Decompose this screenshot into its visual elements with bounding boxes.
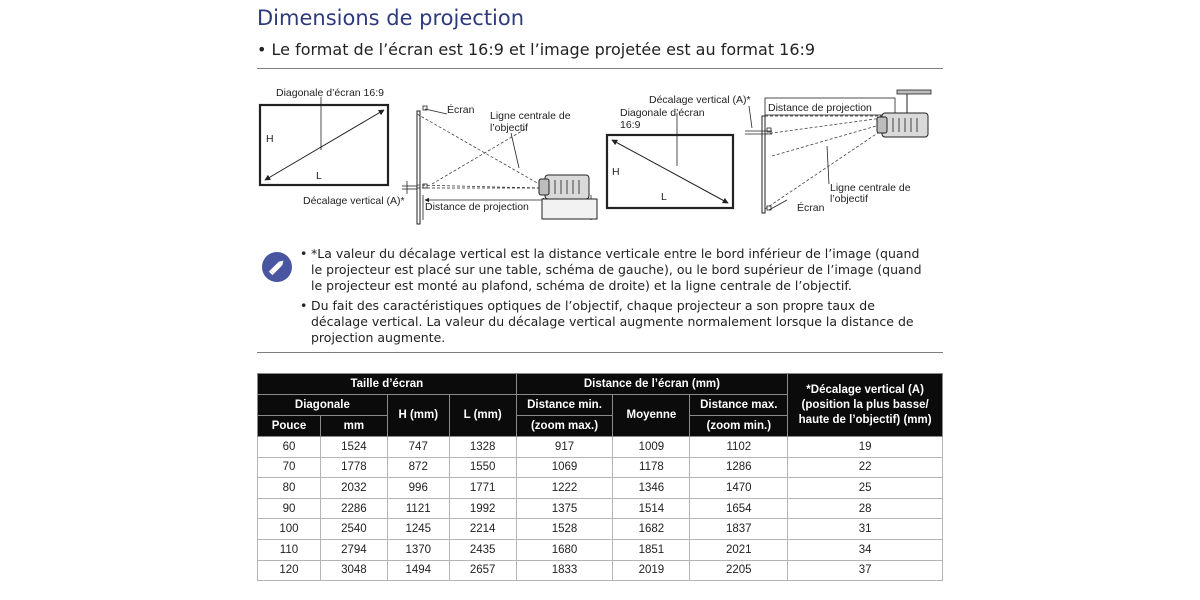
- cell-h: 1121: [387, 498, 449, 519]
- cell-l: 2214: [449, 519, 516, 540]
- cell-mm: 1778: [320, 457, 387, 478]
- cell-dist-min: 1069: [516, 457, 613, 478]
- cell-mm: 2032: [320, 478, 387, 499]
- cell-dist-min: 1375: [516, 498, 613, 519]
- projector-table-icon: [539, 175, 597, 219]
- left-ecran-label: Écran: [447, 104, 475, 116]
- cell-dist-max: 1470: [690, 478, 788, 499]
- divider-notes: [257, 352, 943, 353]
- cell-mm: 3048: [320, 560, 387, 581]
- note-text: *La valeur du décalage vertical est la distance verticale entre le bord inférieur de l’image (quand le projecteur est placé sur une table, schéma de gauche), ou le bord supérieur de l’image (quand le projecteur est monté au plafond, schéma de droite) et la ligne centrale de l’objectif.: [311, 246, 922, 293]
- right-ligne-label-2: l’objectif: [830, 193, 868, 205]
- table-row: [258, 519, 943, 540]
- table-row: [258, 498, 943, 519]
- cell-dist-max: 1102: [690, 437, 788, 458]
- header-decalage: *Décalage vertical (A) (position la plus basse/ haute de l’objectif) (mm): [788, 374, 943, 437]
- header-mm: mm: [320, 416, 387, 437]
- cell-h: 996: [387, 478, 449, 499]
- cell-moyenne: 1514: [613, 498, 690, 519]
- header-h: H (mm): [387, 395, 449, 437]
- cell-l: 1550: [449, 457, 516, 478]
- cell-pouce: 80: [258, 478, 321, 499]
- cell-dist-min: 917: [516, 437, 613, 458]
- divider-top: [257, 68, 943, 69]
- right-ligne-label-1: Ligne centrale de: [830, 182, 911, 194]
- left-diag-label: Diagonale d’écran 16:9: [276, 87, 384, 99]
- cell-mm: 2794: [320, 539, 387, 560]
- cell-decalage: 22: [788, 457, 943, 478]
- notes-block: [300, 246, 930, 350]
- cell-moyenne: 1178: [613, 457, 690, 478]
- left-h-label: H: [266, 133, 274, 145]
- cell-dist-max: 2021: [690, 539, 788, 560]
- cell-decalage: 19: [788, 437, 943, 458]
- cell-pouce: 90: [258, 498, 321, 519]
- left-ligne-label-2: l’objectif: [490, 122, 528, 134]
- header-moyenne: Moyenne: [613, 395, 690, 437]
- header-zoom-min: (zoom min.): [690, 416, 788, 437]
- header-distance: Distance de l’écran (mm): [516, 374, 788, 395]
- cell-dist-max: 1286: [690, 457, 788, 478]
- projection-dimensions-table: [257, 373, 943, 581]
- cell-decalage: 25: [788, 478, 943, 499]
- left-ligne-label-1: Ligne centrale de: [490, 110, 571, 122]
- cell-decalage: 28: [788, 498, 943, 519]
- note-text: Du fait des caractéristiques optiques de l’objectif, chaque projecteur a son propre taux de décalage vertical. La valeur du décalage vertical augmente normalement lorsque la distance de projection augmente.: [311, 298, 914, 345]
- cell-pouce: 120: [258, 560, 321, 581]
- cell-dist-min: 1222: [516, 478, 613, 499]
- right-decalage-label: Décalage vertical (A)*: [649, 94, 751, 106]
- header-dist-min: Distance min.: [516, 395, 613, 416]
- projection-diagrams: [257, 76, 943, 231]
- note-bullet: •: [300, 246, 308, 261]
- cell-pouce: 100: [258, 519, 321, 540]
- cell-h: 1245: [387, 519, 449, 540]
- cell-l: 2435: [449, 539, 516, 560]
- cell-h: 872: [387, 457, 449, 478]
- cell-moyenne: 1346: [613, 478, 690, 499]
- table-row: [258, 457, 943, 478]
- cell-pouce: 60: [258, 437, 321, 458]
- cell-l: 2657: [449, 560, 516, 581]
- page-title: Dimensions de projection: [257, 6, 525, 30]
- cell-moyenne: 1851: [613, 539, 690, 560]
- cell-h: 747: [387, 437, 449, 458]
- cell-l: 1328: [449, 437, 516, 458]
- header-diagonale: Diagonale: [258, 395, 388, 416]
- cell-pouce: 110: [258, 539, 321, 560]
- note-item: [300, 298, 930, 346]
- diagram-ceiling-mount: [607, 90, 931, 214]
- cell-h: 1494: [387, 560, 449, 581]
- right-l-label: L: [661, 191, 667, 203]
- right-diag-label-1: Diagonale d’écran: [620, 107, 705, 119]
- left-decalage-label: Décalage vertical (A)*: [303, 195, 405, 207]
- screen-side-left: [417, 111, 420, 224]
- cell-h: 1370: [387, 539, 449, 560]
- screen-side-right: [762, 116, 765, 213]
- cell-dist-max: 2205: [690, 560, 788, 581]
- cell-dist-max: 1654: [690, 498, 788, 519]
- table-row: [258, 437, 943, 458]
- format-subtitle: • Le format de l’écran est 16:9 et l’image projetée est au format 16:9: [257, 40, 816, 59]
- table-row: [258, 539, 943, 560]
- right-ecran-label: Écran: [797, 202, 825, 214]
- cell-dist-min: 1680: [516, 539, 613, 560]
- header-pouce: Pouce: [258, 416, 321, 437]
- header-dist-max: Distance max.: [690, 395, 788, 416]
- header-l: L (mm): [449, 395, 516, 437]
- header-zoom-max: (zoom max.): [516, 416, 613, 437]
- cell-decalage: 37: [788, 560, 943, 581]
- pencil-note-icon: [262, 252, 292, 282]
- cell-moyenne: 2019: [613, 560, 690, 581]
- cell-dist-max: 1837: [690, 519, 788, 540]
- cell-dist-min: 1833: [516, 560, 613, 581]
- cell-mm: 1524: [320, 437, 387, 458]
- left-l-label: L: [316, 170, 322, 182]
- right-diag-label-2: 16:9: [620, 119, 641, 131]
- right-h-label: H: [612, 166, 620, 178]
- cell-l: 1992: [449, 498, 516, 519]
- right-distance-label: Distance de projection: [768, 102, 872, 114]
- cell-moyenne: 1682: [613, 519, 690, 540]
- cell-dist-min: 1528: [516, 519, 613, 540]
- note-bullet: •: [300, 298, 308, 313]
- left-distance-label: Distance de projection: [425, 201, 529, 213]
- cell-pouce: 70: [258, 457, 321, 478]
- cell-decalage: 31: [788, 519, 943, 540]
- table-row: [258, 478, 943, 499]
- diagram-table-mount: [260, 87, 597, 224]
- cell-decalage: 34: [788, 539, 943, 560]
- cell-moyenne: 1009: [613, 437, 690, 458]
- note-item: [300, 246, 930, 294]
- cell-mm: 2286: [320, 498, 387, 519]
- projector-ceiling-icon: [877, 90, 931, 137]
- table-row: [258, 560, 943, 581]
- cell-l: 1771: [449, 478, 516, 499]
- cell-mm: 2540: [320, 519, 387, 540]
- header-taille: Taille d’écran: [258, 374, 517, 395]
